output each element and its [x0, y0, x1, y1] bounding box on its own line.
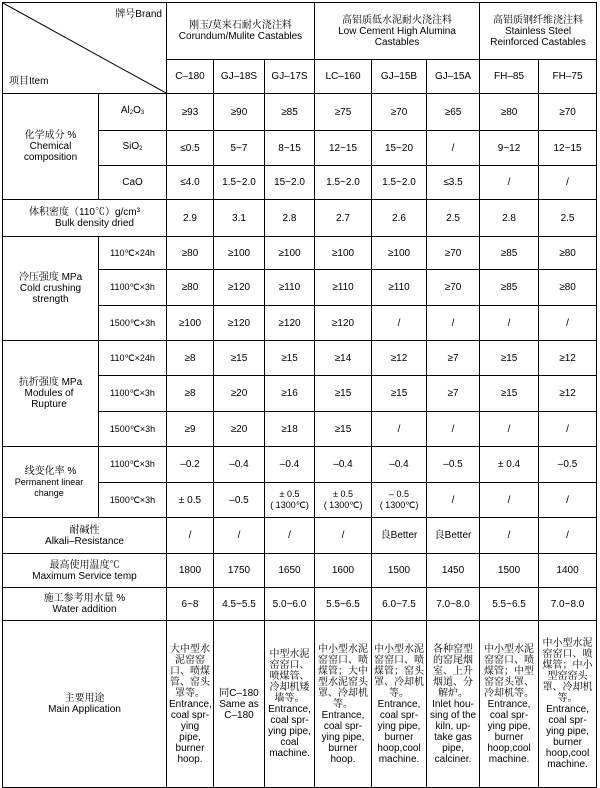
value-cell: ≥15 — [480, 341, 539, 376]
ccs-row — [3, 237, 597, 270]
mor-category — [3, 341, 99, 447]
value-cell: 7.0~8.0 — [427, 588, 480, 621]
value-cell: 6~8 — [167, 588, 214, 621]
water-category — [3, 588, 167, 621]
category-en: Maximum Service temp — [32, 570, 137, 582]
value-cell: / — [427, 412, 480, 447]
category-en: Permanent linear change — [14, 476, 84, 498]
category-en: Chemical composition — [23, 141, 78, 163]
group-title-en: Stainless Steel Reinforced Castables — [490, 25, 586, 48]
value-cell: –0.4 — [214, 447, 265, 483]
group-header — [167, 3, 315, 60]
value-cell: / — [480, 412, 539, 447]
condition-cell: 1100℃×3h — [99, 447, 167, 483]
category-en: Alkali–Resistance — [45, 535, 124, 547]
category-en: Modules of Rupture — [24, 388, 74, 410]
value-cell: 良Better — [427, 518, 480, 554]
application-cell: 中小型水泥窑窑口、喷煤管；大中型水泥窑头罩、冷却机等。Entrance, coal spr-ying pipe, burner hoop. — [315, 621, 372, 788]
item-label: 项目Item — [9, 76, 49, 87]
value-cell: / — [480, 306, 539, 341]
alkali-row — [3, 518, 597, 554]
value-cell: 2.5 — [539, 200, 597, 237]
value-cell: ≥110 — [315, 270, 372, 306]
value-cell: ≥80 — [480, 94, 539, 131]
grade-cell: LC–160 — [315, 60, 372, 94]
application-cell: 同C–180 Same as C–180 — [214, 621, 265, 788]
value-cell: 1750 — [214, 554, 265, 588]
value-cell: ≥100 — [214, 237, 265, 270]
category-en: Cold crushing strength — [19, 283, 82, 305]
value-cell: 1600 — [315, 554, 372, 588]
value-cell: ≥8 — [167, 376, 214, 412]
value-cell: ≥15 — [372, 376, 427, 412]
value-cell: ≥15 — [315, 376, 372, 412]
value-cell: 5~7 — [214, 131, 265, 166]
category-zh: 抗折强度 MPa — [18, 377, 83, 388]
grade-cell: FH–75 — [539, 60, 597, 94]
value-cell: 1450 — [427, 554, 480, 588]
value-cell: 2.8 — [480, 200, 539, 237]
plc-category — [3, 447, 99, 518]
value-cell: ≥80 — [167, 270, 214, 306]
value-cell: ≥85 — [480, 237, 539, 270]
value-cell: 2.5 — [427, 200, 480, 237]
castables-spec-table — [2, 2, 597, 788]
group-title-zh: 高铝质钢纤维浇注料 — [493, 14, 584, 26]
value-cell: 2.9 — [167, 200, 214, 237]
value-cell: ≥70 — [427, 237, 480, 270]
value-cell: ≥18 — [265, 412, 315, 447]
value-cell: ≥120 — [315, 306, 372, 341]
chem-category — [3, 94, 99, 200]
value-cell: 7.0~8.0 — [539, 588, 597, 621]
maxtemp-row — [3, 554, 597, 588]
plc-row — [3, 447, 597, 483]
value-cell: 3.1 — [214, 200, 265, 237]
value-cell: 12~15 — [315, 131, 372, 166]
value-cell: ≥15 — [214, 341, 265, 376]
value-cell: 1400 — [539, 554, 597, 588]
value-cell: ≥85 — [265, 94, 315, 131]
value-cell: ≥20 — [214, 376, 265, 412]
group-title-en: Low Cement High Alumina Castables — [338, 25, 456, 48]
category-en: Bulk density dried — [55, 218, 134, 229]
value-cell: 2.8 — [265, 200, 315, 237]
application-cell: 中小型水泥窑窑口、喷煤管；中小型窑窑头罩、冷却机等。Entrance, coal spr-ying pipe, burner hoop,cool machine. — [539, 621, 597, 788]
ccs-category — [3, 237, 99, 341]
value-cell: ≥9 — [167, 412, 214, 447]
value-cell: 15~20 — [372, 131, 427, 166]
value-cell: ≥70 — [427, 270, 480, 306]
grade-cell: GJ–18S — [214, 60, 265, 94]
value-cell: 5.0~6.0 — [265, 588, 315, 621]
value-cell: 12~15 — [539, 131, 597, 166]
value-cell: 1650 — [265, 554, 315, 588]
condition-cell: 1500℃×3h — [99, 483, 167, 518]
value-cell: ≥20 — [214, 412, 265, 447]
value-cell: ≥65 — [427, 94, 480, 131]
value-cell: ≥100 — [167, 306, 214, 341]
value-cell: / — [427, 306, 480, 341]
value-cell: –0.5 — [427, 447, 480, 483]
grade-cell: GJ–15B — [372, 60, 427, 94]
value-cell: ± 0.5 — [167, 483, 214, 518]
category-en: Main Application — [48, 704, 121, 715]
value-cell: ≥15 — [480, 376, 539, 412]
value-cell: –0.4 — [265, 447, 315, 483]
value-cell: 1500 — [372, 554, 427, 588]
value-cell: –0.2 — [167, 447, 214, 483]
value-cell: / — [167, 518, 214, 554]
value-cell: ≥15 — [265, 341, 315, 376]
corner-header — [3, 3, 167, 94]
value-cell: 1.5~2.0 — [315, 166, 372, 200]
brand-label: 牌号Brand — [115, 9, 162, 20]
value-cell: –0.5 — [539, 447, 597, 483]
category-zh: 主要用途 — [64, 693, 105, 704]
value-cell: –0.4 — [315, 447, 372, 483]
value-cell: ≥90 — [214, 94, 265, 131]
condition-cell: 1500℃×3h — [99, 306, 167, 341]
application-cell: 大中型水泥窑窑口、喷煤管、窑头罩等。Entrance, coal spr-ying pipe, burner hoop. — [167, 621, 214, 788]
group-title-zh: 高铝质低水泥耐火浇注料 — [342, 14, 453, 26]
value-cell: 1800 — [167, 554, 214, 588]
value-cell: ≥70 — [372, 94, 427, 131]
value-cell: / — [480, 483, 539, 518]
value-cell: ≥7 — [427, 376, 480, 412]
value-cell: 8~15 — [265, 131, 315, 166]
value-cell: ≥70 — [539, 94, 597, 131]
application-cell: 中小型水泥窑窑口、喷煤管；中型窑窑头罩、冷却机等。Entrance, coal spr-ying pipe, burner hoop,cool machine. — [480, 621, 539, 788]
grade-cell: FH–85 — [480, 60, 539, 94]
value-cell: / — [480, 518, 539, 554]
category-en: Water addition — [52, 604, 117, 615]
application-cell: 各种窑型的窑尾烟室、上升烟道、分解炉。Inlet hou-sing of the kiln, up-take gas pipe, calciner. — [427, 621, 480, 788]
value-cell: ≤3.5 — [427, 166, 480, 200]
value-cell: ≥120 — [214, 306, 265, 341]
value-cell: 4.5~5.5 — [214, 588, 265, 621]
group-title-en: Corundum/Mulite Castables — [178, 31, 303, 42]
value-cell: / — [427, 483, 480, 518]
value-cell: / — [480, 166, 539, 200]
value-cell: ≥75 — [315, 94, 372, 131]
value-cell: / — [265, 518, 315, 554]
value-cell: / — [315, 518, 372, 554]
chem-row — [3, 94, 597, 131]
value-cell: ≥120 — [214, 270, 265, 306]
value-cell: 1500 — [480, 554, 539, 588]
category-zh: 化学成分 % — [24, 130, 77, 141]
condition-cell: 1100℃×3h — [99, 376, 167, 412]
value-cell: ≤0.5 — [167, 131, 214, 166]
value-cell: ≥100 — [372, 237, 427, 270]
value-cell: ≥80 — [167, 237, 214, 270]
category-zh: 耐碱性 — [69, 524, 100, 536]
density-row — [3, 200, 597, 237]
chem-label: CaO — [99, 166, 167, 200]
group-header — [480, 3, 597, 60]
category-zh: 最高使用温度℃ — [49, 559, 120, 571]
value-cell: / — [372, 306, 427, 341]
value-cell: ≥80 — [539, 270, 597, 306]
grade-cell: GJ–15A — [427, 60, 480, 94]
category-zh: 线变化率 % — [24, 465, 77, 477]
value-cell: 1.5~2.0 — [214, 166, 265, 200]
value-cell: ≥12 — [539, 376, 597, 412]
value-cell: / — [539, 166, 597, 200]
application-cell: 中小型水泥窑窑口、喷煤管；窑头罩、冷却机等。Entrance, coal spr-ying pipe, burner hoop,cool machine. — [372, 621, 427, 788]
alkali-category — [3, 518, 167, 554]
value-cell: 1.5~2.0 — [372, 166, 427, 200]
group-header — [315, 3, 480, 60]
chem-label: $Al_2O_3$ — [99, 94, 167, 131]
value-cell: ≥120 — [265, 306, 315, 341]
value-cell: 15~2.0 — [265, 166, 315, 200]
value-cell: ≥12 — [539, 341, 597, 376]
condition-cell: 110℃×24h — [99, 341, 167, 376]
value-cell: / — [539, 412, 597, 447]
value-cell: ± 0.5 ( 1300℃) — [265, 483, 315, 518]
maxtemp-category — [3, 554, 167, 588]
value-cell: 2.6 — [372, 200, 427, 237]
value-cell: –0.4 — [372, 447, 427, 483]
app-category — [3, 621, 167, 788]
value-cell: / — [539, 483, 597, 518]
value-cell: ≥16 — [265, 376, 315, 412]
value-cell: ≥100 — [265, 237, 315, 270]
value-cell: ≥12 — [372, 341, 427, 376]
mor-row — [3, 341, 597, 376]
value-cell: ± 0.5 ( 1300℃) — [315, 483, 372, 518]
category-zh: 体积密度（110℃）g/cm³ — [29, 207, 140, 218]
value-cell: / — [539, 306, 597, 341]
value-cell: / — [539, 518, 597, 554]
value-cell: 2.7 — [315, 200, 372, 237]
condition-cell: 1100℃×3h — [99, 270, 167, 306]
value-cell: ± 0.4 — [480, 447, 539, 483]
value-cell: / — [214, 518, 265, 554]
category-zh: 冷压强度 MPa — [18, 272, 83, 283]
value-cell: –0.5 — [214, 483, 265, 518]
density-category — [3, 200, 167, 237]
grade-cell: GJ–17S — [265, 60, 315, 94]
condition-cell: 110℃×24h — [99, 237, 167, 270]
value-cell: 良Better — [372, 518, 427, 554]
value-cell: ≥110 — [372, 270, 427, 306]
application-cell: 中型水泥窑窑口、喷煤管、冷却机矮墙等。Entrance, coal spr-ying pipe, coal machine. — [265, 621, 315, 788]
condition-cell: 1500℃×3h — [99, 412, 167, 447]
value-cell: ≥80 — [539, 237, 597, 270]
water-row — [3, 588, 597, 621]
value-cell: ≤4.0 — [167, 166, 214, 200]
chem-label: SiO$_2$ — [99, 131, 167, 166]
value-cell: 5.5~6.5 — [315, 588, 372, 621]
app-row — [3, 621, 597, 788]
value-cell: ≥15 — [315, 412, 372, 447]
value-cell: / — [372, 412, 427, 447]
grade-cell: C–180 — [167, 60, 214, 94]
value-cell: ≥110 — [265, 270, 315, 306]
value-cell: ≥8 — [167, 341, 214, 376]
value-cell: ≥7 — [427, 341, 480, 376]
value-cell: – 0.5 ( 1300℃) — [372, 483, 427, 518]
value-cell: / — [427, 131, 480, 166]
value-cell: 6.0~7.5 — [372, 588, 427, 621]
value-cell: 5.5~6.5 — [480, 588, 539, 621]
group-title-zh: 刚玉/莫来石耐火浇注料 — [189, 20, 292, 31]
value-cell: ≥93 — [167, 94, 214, 131]
value-cell: ≥85 — [480, 270, 539, 306]
category-zh: 施工参考用水量 % — [43, 593, 126, 604]
value-cell: ≥100 — [315, 237, 372, 270]
value-cell: 9~12 — [480, 131, 539, 166]
value-cell: ≥14 — [315, 341, 372, 376]
